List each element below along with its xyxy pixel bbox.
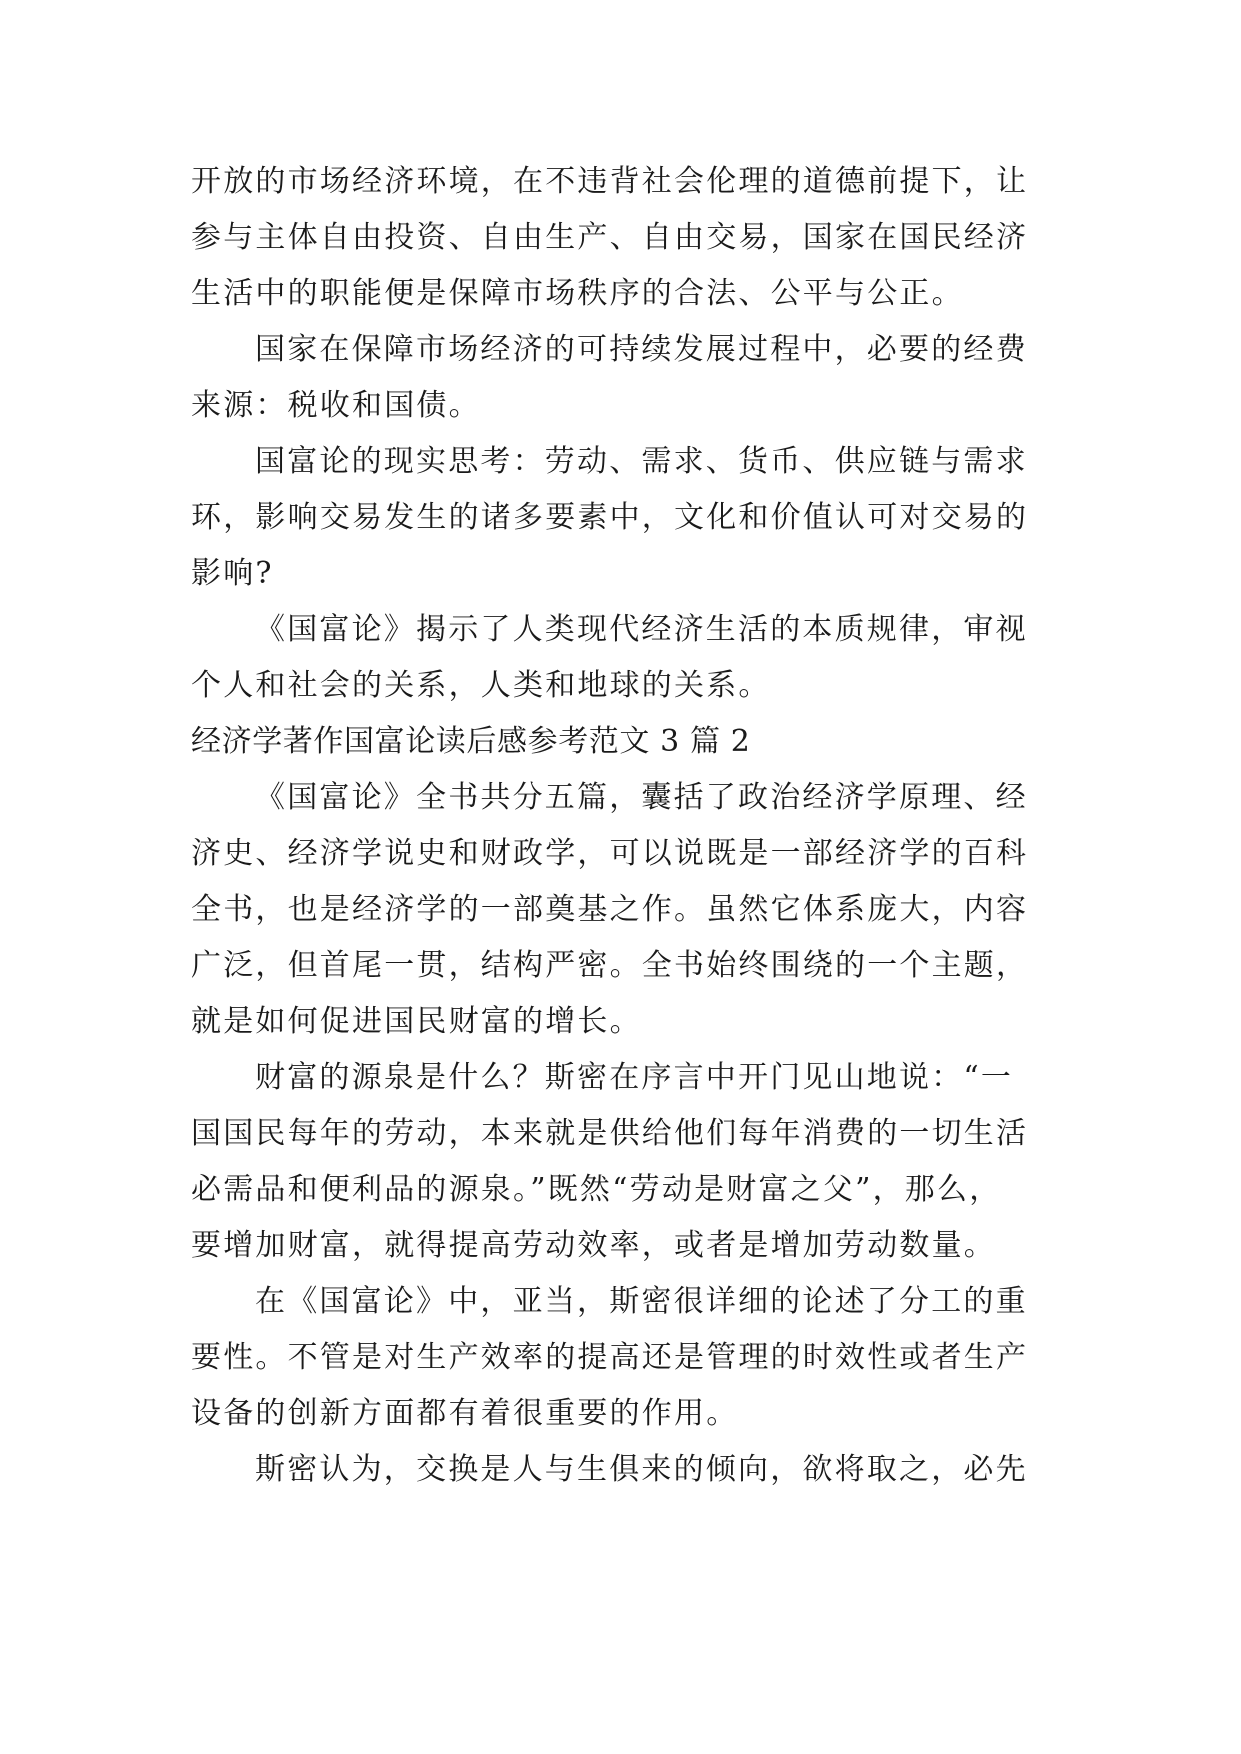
- text-line: 就是如何促进国民财富的增长。: [191, 1004, 642, 1039]
- text-line: 环，影响交易发生的诸多要素中，文化和价值认可对交易的: [191, 500, 1029, 535]
- section-heading: [191, 714, 1051, 770]
- text-line: 国国民每年的劳动，本来就是供给他们每年消费的一切生活: [191, 1116, 1029, 1151]
- text-line: 全书，也是经济学的一部奠基之作。虽然它体系庞大，内容: [191, 892, 1029, 927]
- text-line: 财富的源泉是什么？斯密在序言中开门见山地说：“一: [255, 1060, 1014, 1095]
- text-line: 《国富论》全书共分五篇，囊括了政治经济学原理、经: [255, 780, 1028, 815]
- text-line: 设备的创新方面都有着很重要的作用。: [191, 1396, 739, 1431]
- section-heading-text: 经济学著作国富论读后感参考范文 3 篇 2: [191, 724, 751, 759]
- paragraph-essential-laws: [191, 602, 1051, 714]
- text-line: 开放的市场经济环境，在不违背社会伦理的道德前提下，让: [191, 164, 1029, 199]
- paragraph-division-of-labor: [191, 1274, 1051, 1442]
- text-line: 必需品和便利品的源泉。”既然“劳动是财富之父”，那么，: [191, 1172, 1002, 1207]
- text-line: 斯密认为，交换是人与生俱来的倾向，欲将取之，必先: [255, 1452, 1028, 1487]
- text-line: 国富论的现实思考：劳动、需求、货币、供应链与需求: [255, 444, 1028, 479]
- text-line: 影响?: [191, 556, 274, 591]
- paragraph-market-environment: [191, 154, 1051, 322]
- document-body: [191, 154, 1051, 1498]
- paragraph-book-overview: [191, 770, 1051, 1050]
- paragraph-exchange: [191, 1442, 1051, 1498]
- paragraph-source-of-wealth: [191, 1050, 1051, 1274]
- text-line: 要性。不管是对生产效率的提高还是管理的时效性或者生产: [191, 1340, 1029, 1375]
- text-line: 要增加财富，就得提高劳动效率，或者是增加劳动数量。: [191, 1228, 996, 1263]
- text-line: 个人和社会的关系，人类和地球的关系。: [191, 668, 771, 703]
- text-line: 《国富论》揭示了人类现代经济生活的本质规律，审视: [255, 612, 1028, 647]
- paragraph-funding-sources: [191, 322, 1051, 434]
- text-line: 来源：税收和国债。: [191, 388, 481, 423]
- text-line: 生活中的职能便是保障市场秩序的合法、公平与公正。: [191, 276, 964, 311]
- text-line: 参与主体自由投资、自由生产、自由交易，国家在国民经济: [191, 220, 1029, 255]
- text-line: 在《国富论》中，亚当，斯密很详细的论述了分工的重: [255, 1284, 1028, 1319]
- text-line: 广泛，但首尾一贯，结构严密。全书始终围绕的一个主题，: [191, 948, 1029, 983]
- text-line: 国家在保障市场经济的可持续发展过程中，必要的经费: [255, 332, 1028, 367]
- paragraph-practical-thoughts: [191, 434, 1051, 602]
- text-line: 济史、经济学说史和财政学，可以说既是一部经济学的百科: [191, 836, 1029, 871]
